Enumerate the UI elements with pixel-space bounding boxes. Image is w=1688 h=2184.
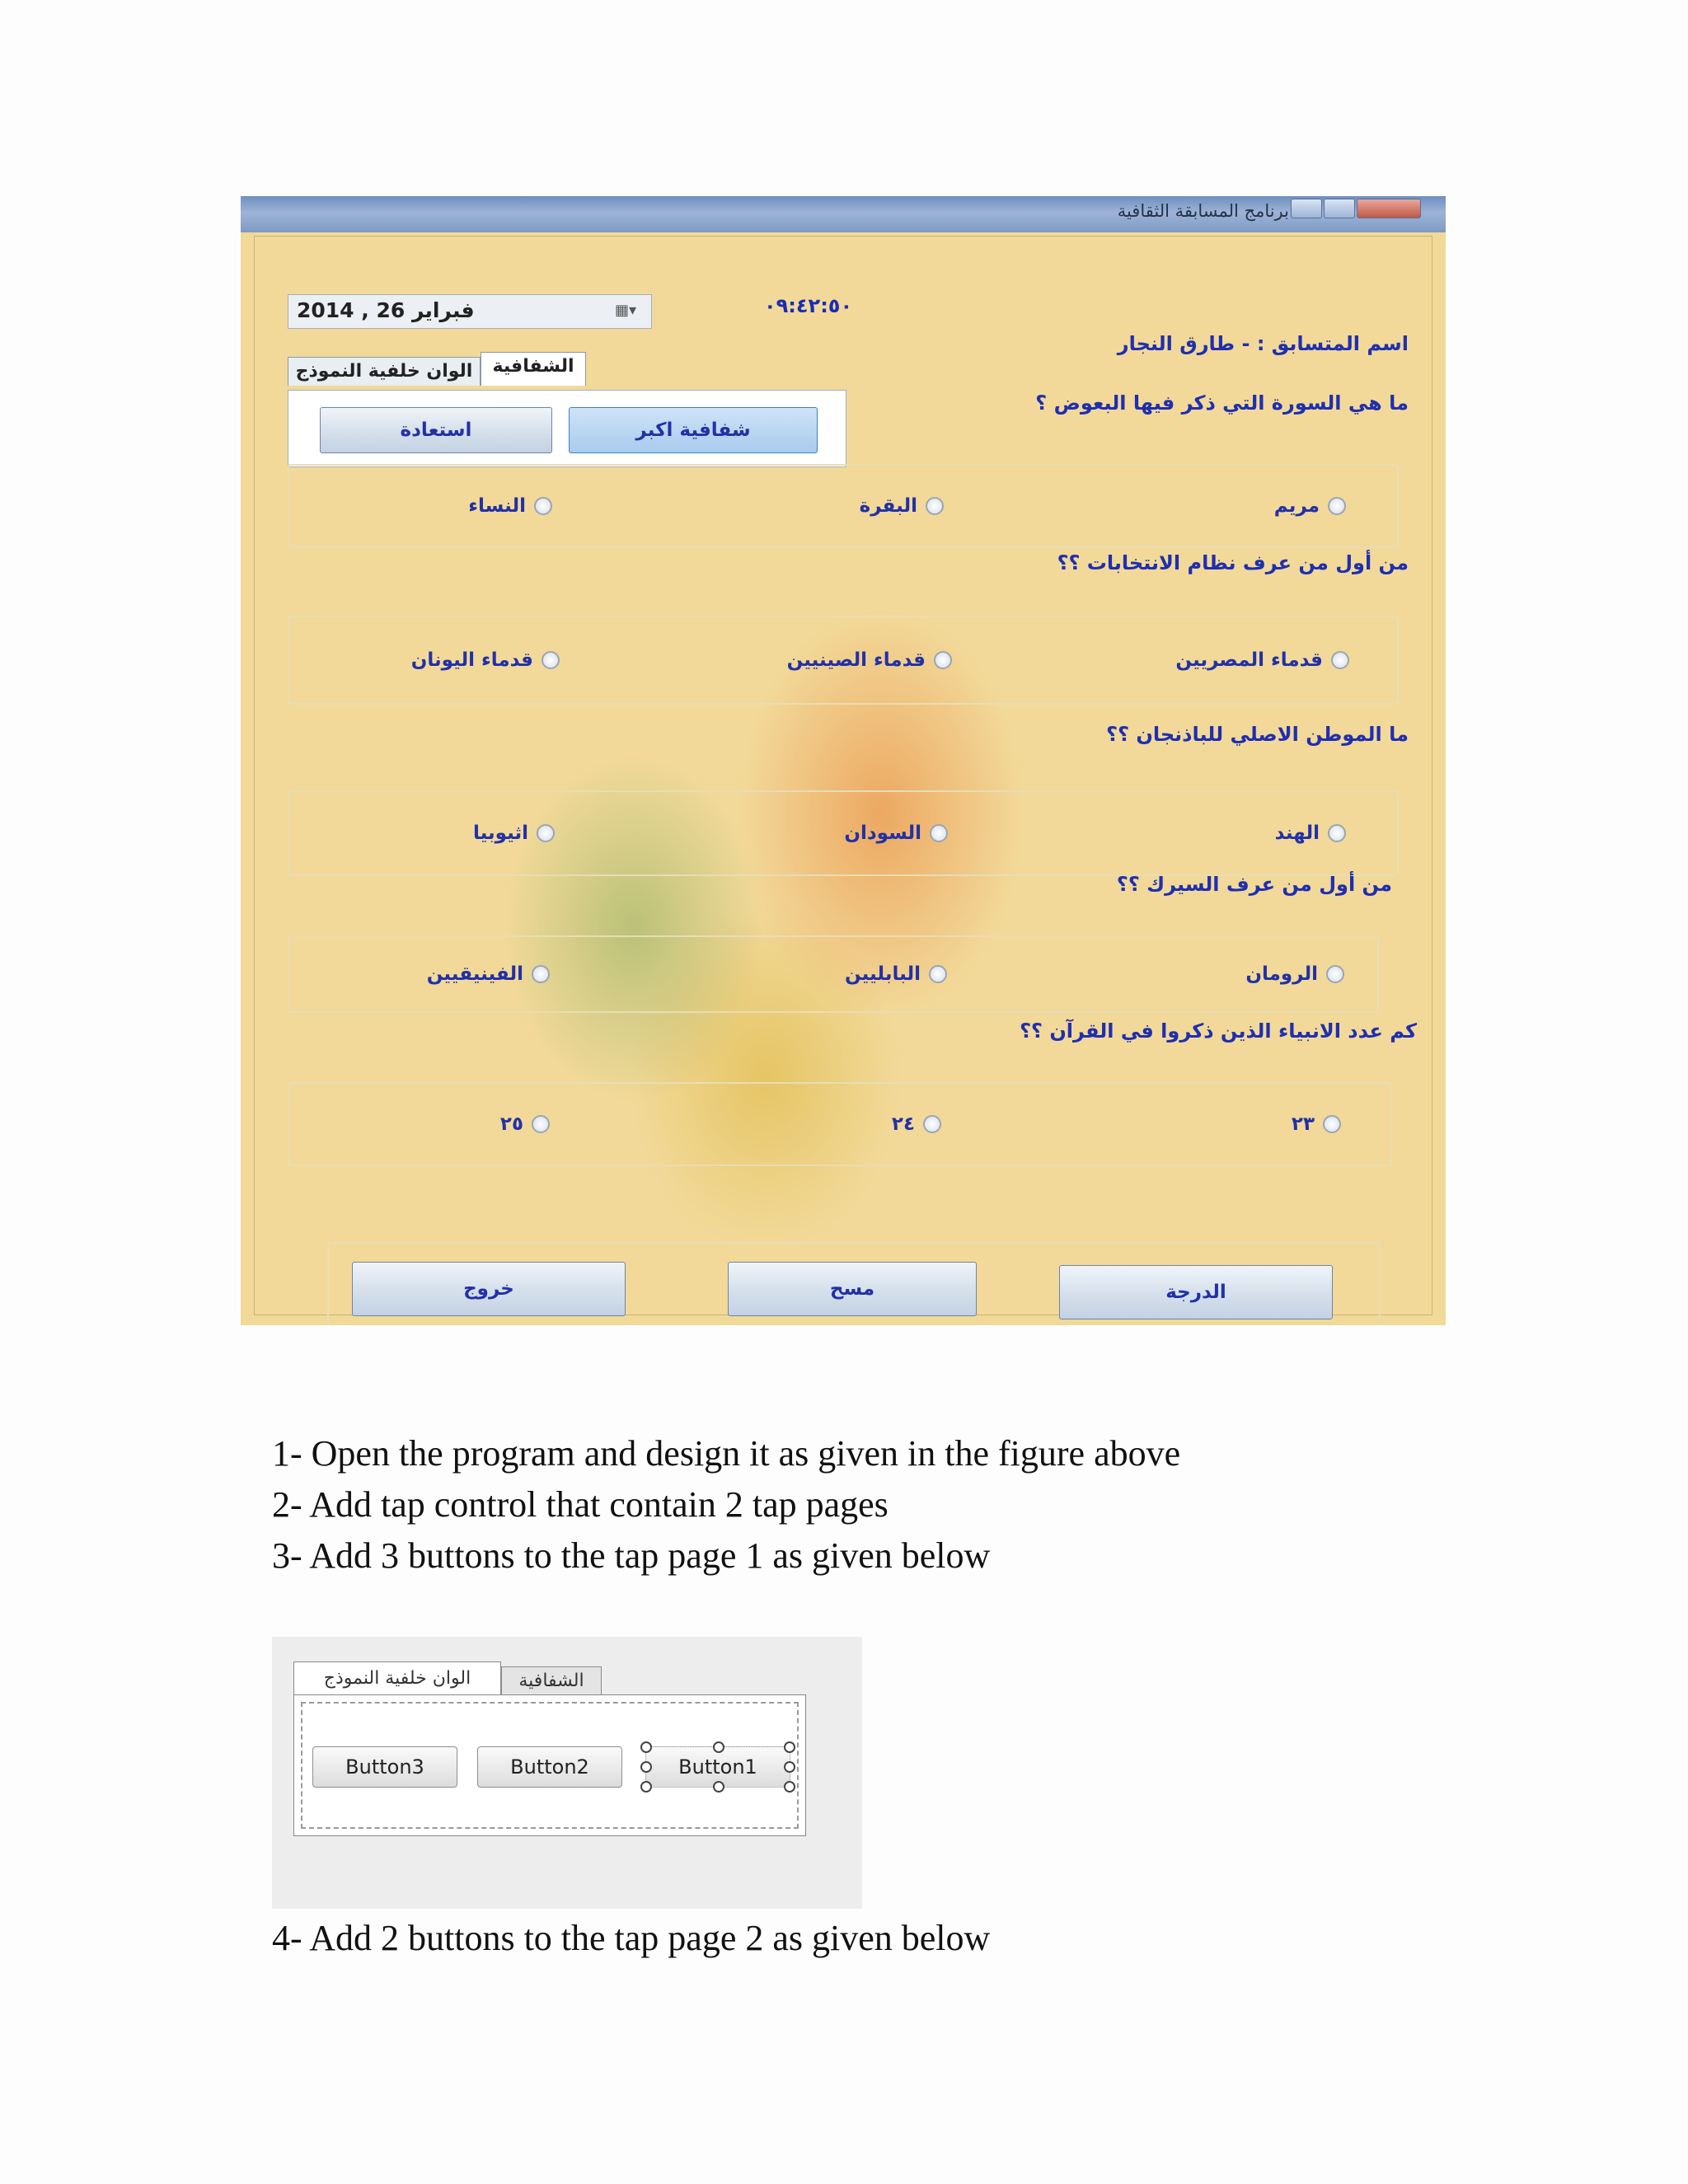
- radio-icon[interactable]: [1323, 1115, 1341, 1133]
- close-button[interactable]: [1357, 199, 1421, 218]
- tab-form-colors[interactable]: الوان خلفية النموذج: [288, 357, 481, 386]
- grade-button[interactable]: الدرجة: [1059, 1265, 1333, 1319]
- option-3-2[interactable]: السودان: [844, 823, 948, 844]
- options-group-5: [288, 1082, 1392, 1166]
- option-4-2[interactable]: البابليين: [845, 963, 947, 985]
- minimize-button[interactable]: [1291, 199, 1322, 218]
- app-window-screenshot: [241, 196, 1446, 1325]
- radio-icon[interactable]: [1331, 651, 1349, 669]
- option-1-2[interactable]: البقرة: [860, 495, 944, 517]
- window-title: برنامج المسابقة الثقافية: [1117, 201, 1289, 221]
- radio-icon[interactable]: [926, 497, 944, 515]
- option-3-1[interactable]: الهند: [1275, 823, 1346, 844]
- exit-button[interactable]: خروج: [352, 1262, 626, 1316]
- option-3-3[interactable]: اثيوبيا: [473, 823, 555, 844]
- radio-icon[interactable]: [532, 1115, 550, 1133]
- radio-icon[interactable]: [923, 1115, 941, 1133]
- radio-icon[interactable]: [929, 965, 947, 983]
- radio-icon[interactable]: [542, 651, 560, 669]
- designer-tab-transparency[interactable]: الشفافية: [501, 1666, 602, 1695]
- options-group-2: [288, 616, 1399, 705]
- instruction-1: 1- Open the program and design it as given in the figure above: [272, 1433, 1181, 1474]
- question-2: من أول من عرف نظام الانتخابات ؟؟: [1057, 551, 1409, 574]
- radio-icon[interactable]: [1326, 965, 1344, 983]
- calendar-dropdown-icon[interactable]: ▦▾: [615, 302, 637, 319]
- options-group-4: [288, 935, 1379, 1013]
- designer-tab-page: [293, 1694, 806, 1836]
- designer-screenshot: [272, 1637, 862, 1909]
- instruction-4: 4- Add 2 buttons to the tap page 2 as given below: [272, 1918, 991, 1958]
- resize-handle-icon[interactable]: [640, 1781, 652, 1793]
- tab-transparency[interactable]: الشفافية: [481, 352, 586, 386]
- date-value: 2014 , فبراير 26: [297, 298, 475, 322]
- question-5: كم عدد الانبياء الذين ذكروا في القرآن ؟؟: [1020, 1019, 1417, 1043]
- resize-handle-icon[interactable]: [640, 1741, 652, 1753]
- instruction-3: 3- Add 3 buttons to the tap page 1 as given below: [272, 1535, 991, 1576]
- radio-icon[interactable]: [532, 965, 550, 983]
- designer-button-1[interactable]: Button1: [645, 1746, 790, 1788]
- resize-handle-icon[interactable]: [713, 1741, 724, 1753]
- options-group-3: [288, 790, 1399, 876]
- contestant-label: اسم المتسابق : - طارق النجار: [1117, 332, 1409, 355]
- radio-icon[interactable]: [1328, 497, 1346, 515]
- question-4: من أول من عرف السيرك ؟؟: [1116, 873, 1392, 896]
- question-3: ما الموطن الاصلي للباذنجان ؟؟: [1106, 723, 1409, 746]
- maximize-button[interactable]: [1324, 199, 1355, 218]
- option-2-3[interactable]: قدماء اليونان: [411, 649, 560, 671]
- designer-button-2[interactable]: Button2: [477, 1746, 622, 1788]
- radio-icon[interactable]: [934, 651, 952, 669]
- resize-handle-icon[interactable]: [784, 1781, 795, 1793]
- option-5-2[interactable]: ٢٤: [892, 1113, 941, 1135]
- instruction-2: 2- Add tap control that contain 2 tap pages: [272, 1484, 889, 1525]
- resize-handle-icon[interactable]: [784, 1741, 795, 1753]
- radio-icon[interactable]: [1328, 824, 1346, 842]
- clock-label: ٠٩:٤٢:٥٠: [764, 294, 853, 317]
- tab-page-transparency: [288, 390, 846, 467]
- resize-handle-icon[interactable]: [713, 1781, 724, 1793]
- more-transparency-button[interactable]: شفافية اكبر: [569, 407, 818, 453]
- option-4-1[interactable]: الرومان: [1245, 963, 1344, 985]
- option-1-1[interactable]: مريم: [1274, 495, 1346, 517]
- title-bar: [241, 196, 1446, 232]
- option-2-2[interactable]: قدماء الصينيين: [787, 649, 952, 671]
- question-1: ما هي السورة التي ذكر فيها البعوض ؟: [1035, 391, 1409, 415]
- radio-icon[interactable]: [537, 824, 555, 842]
- radio-icon[interactable]: [930, 824, 948, 842]
- option-4-3[interactable]: الفينيقيين: [427, 963, 550, 985]
- designer-tab-form-colors[interactable]: الوان خلفية النموذج: [293, 1661, 501, 1695]
- clear-button[interactable]: مسح: [728, 1262, 977, 1316]
- restore-button[interactable]: استعادة: [320, 407, 552, 453]
- resize-handle-icon[interactable]: [640, 1761, 652, 1773]
- option-5-1[interactable]: ٢٣: [1292, 1113, 1341, 1135]
- action-buttons-group: [327, 1242, 1381, 1325]
- options-group-1: [288, 464, 1399, 548]
- designer-tab-control: [293, 1658, 788, 1694]
- option-1-3[interactable]: النساء: [468, 495, 552, 517]
- option-5-3[interactable]: ٢٥: [500, 1113, 550, 1135]
- form-client-area: [254, 236, 1432, 1315]
- designer-button-3[interactable]: Button3: [312, 1746, 457, 1788]
- radio-icon[interactable]: [534, 497, 552, 515]
- option-2-1[interactable]: قدماء المصريين: [1175, 649, 1349, 671]
- tab-control: [288, 350, 856, 391]
- date-picker[interactable]: [288, 294, 652, 329]
- resize-handle-icon[interactable]: [784, 1761, 795, 1773]
